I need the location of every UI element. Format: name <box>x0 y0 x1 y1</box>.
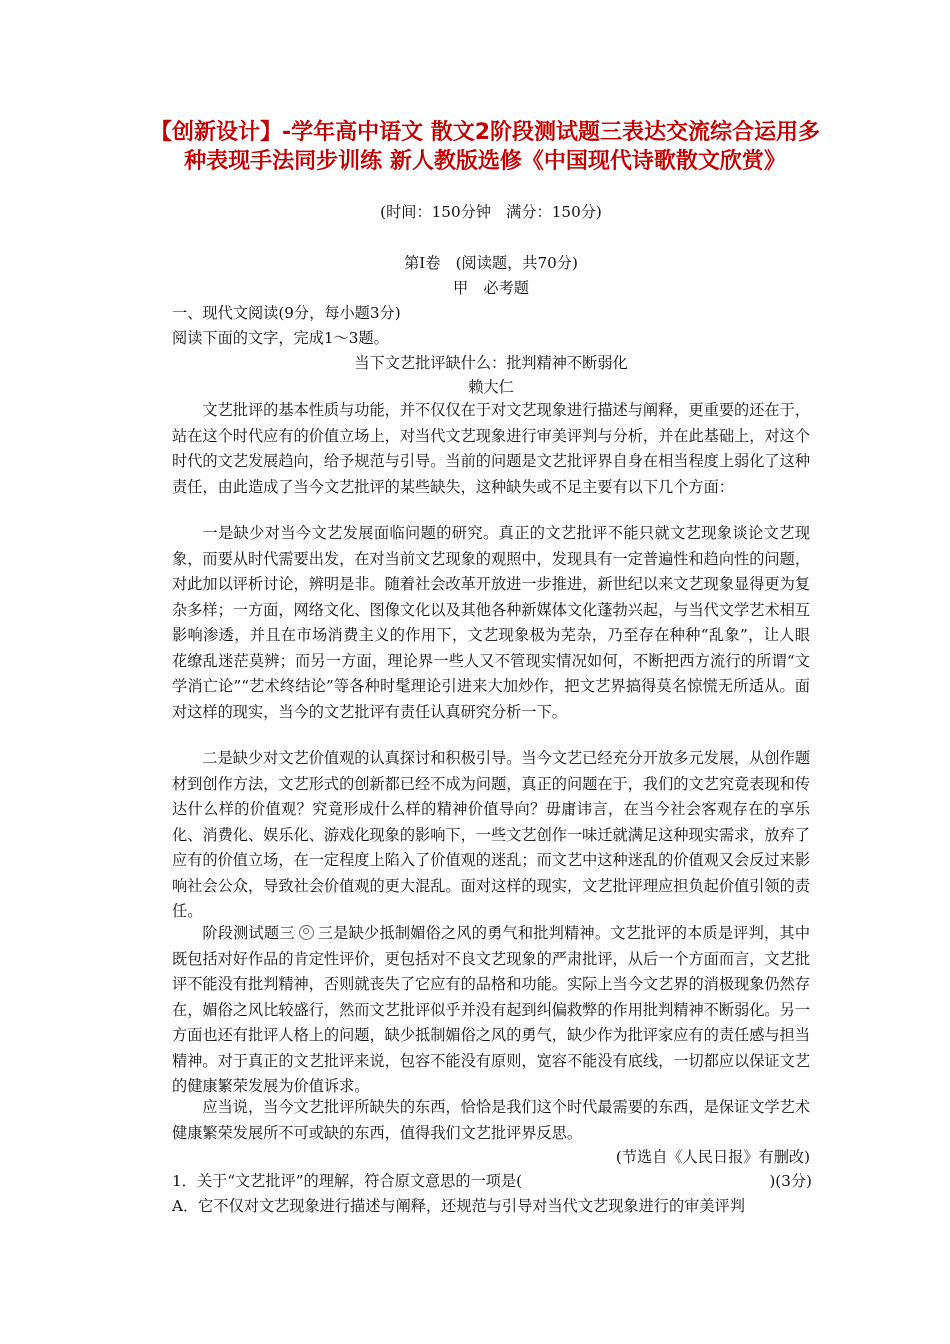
question-1-stem: 1．关于“文艺批评”的理解，符合原文意思的一项是( <box>172 1172 523 1190</box>
article-paragraph: 文艺批评的基本性质与功能，并不仅仅在于对文艺现象进行描述与阐释，更重要的还在于，站在这个时代应有的价值立场上，对当代文艺现象进行审美评判与分析，并在此基础上，对这个时代的文艺发展趋向，给予规范与引导。当前的问题是文艺批评界自身在相当程度上弱化了这种责任，由此造成了当今文艺批评的某些缺失，这种缺失或不足主要有以下几个方面： <box>172 401 810 496</box>
part-heading: 甲 必考题 <box>453 279 529 297</box>
question-1 <box>172 1170 812 1191</box>
question-1-option-a: A．它不仅对文艺现象进行描述与阐释，还规范与引导对当代文艺现象进行的审美评判 <box>172 1197 745 1215</box>
question-1-marks: )(3分) <box>769 1172 812 1190</box>
exam-time-score: (时间：150分钟 满分：150分) <box>380 203 602 221</box>
article-source: (节选自《人民日报》有删改) <box>615 1148 810 1166</box>
document-title: 【创新设计】-学年高中语文 散文2阶段测试题三表达交流综合运用多种表现手法同步训练 新人教版选修《中国现代诗歌散文欣赏》 <box>149 120 821 174</box>
article-paragraph: 二是缺少对文艺价值观的认真探讨和积极引导。当今文艺已经充分开放多元发展，从创作题材到创作方法，文艺形式的创新都已经不成为问题，真正的问题在于，我们的文艺究竟表现和传达什么样的价值观？究竟形成什么样的精神价值导向？毋庸讳言，在当今社会客观存在的享乐化、消费化、娱乐化、游戏化现象的影响下，一些文艺创作一味迁就满足这种现实需求，放弃了应有的价值立场，在一定程度上陷入了价值观的迷乱；而文艺中这种迷乱的价值观又会反过来影响社会公众，导致社会价值观的更大混乱。面对这样的现实，文艺批评理应担负起价值引领的责任。 <box>172 749 810 920</box>
section-heading: 一、现代文阅读(9分，每小题3分) <box>172 304 401 322</box>
reading-instruction: 阅读下面的文字，完成1～3题。 <box>172 329 389 347</box>
article-paragraph-text: 三是缺少抵制媚俗之风的勇气和批判精神。文艺批评的本质是评判，其中既包括对好作品的肯定性评价，更包括对不良文艺现象的严肃批评，从后一个方面而言，文艺批评不能没有批判精神，否则就丧失了它应有的品格和功能。实际上当今文艺界的消极现象仍然存在，媚俗之风比较盛行，然而文艺批评似乎并没有起到纠偏救弊的作用批判精神不断弱化。另一方面也还有批评人格上的问题，缺少抵制媚俗之风的勇气，缺少作为批评家应有的责任感与担当精神。对于真正的文艺批评来说，包容不能没有原则，宽容不能没有底线，一切都应以保证文艺的健康繁荣发展为价值诉求。 <box>172 924 811 1095</box>
article-paragraph-with-watermark <box>172 921 810 1100</box>
article-paragraph: 一是缺少对当今文艺发展面临问题的研究。真正的文艺批评不能只就文艺现象谈论文艺现象，而要从时代需要出发，在对当前文艺现象的观照中，发现具有一定普遍性和趋向性的问题，对此加以评析讨论，辨明是非。随着社会改革开放进一步推进，新世纪以来文艺现象显得更为复杂多样；一方面，网络文化、图像文化以及其他各种新媒体文化蓬勃兴起，与当代文学艺术相互影响渗透，并且在市场消费主义的作用下，文艺现象极为芜杂，乃至存在种种“乱象”，让人眼花缭乱迷茫莫辨；而另一方面，理论界一些人又不管现实情况如何，不断把西方流行的所谓“文学消亡论”“艺术终结论”等各种时髦理论引进来大加炒作，把文艺界搞得莫名惊慌无所适从。面对这样的现实，当今的文艺批评有责任认真研究分析一下。 <box>172 524 810 721</box>
article-author: 赖大仁 <box>468 378 514 396</box>
article-paragraph: 应当说，当今文艺批评所缺失的东西，恰恰是我们这个时代最需要的东西，是保证文学艺术健康繁荣发展所不可或缺的东西，值得我们文艺批评界反思。 <box>172 1098 810 1142</box>
user-icon <box>299 925 314 940</box>
article-title: 当下文艺批评缺什么：批判精神不断弱化 <box>354 354 628 372</box>
volume-heading: 第Ⅰ卷 (阅读题，共70分) <box>404 254 578 272</box>
watermark-text: 阶段测试题三 <box>202 924 295 942</box>
